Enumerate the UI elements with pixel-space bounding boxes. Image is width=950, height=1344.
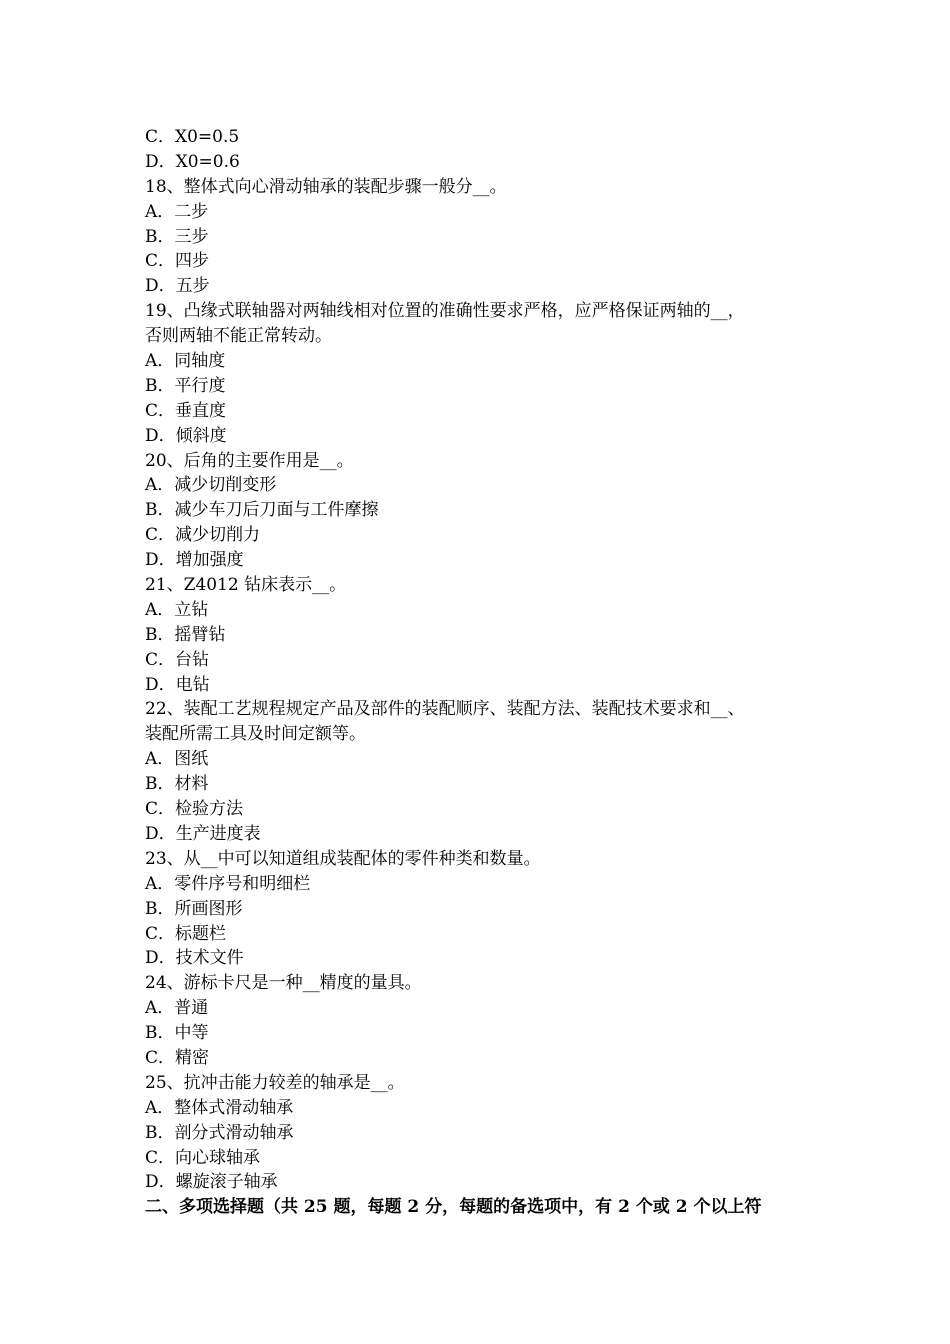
option-a: A．图纸 [145, 749, 209, 770]
option-d: D．技术文件 [145, 948, 244, 969]
question-19-continued: 否则两轴不能正常转动。 [145, 326, 332, 347]
option-d: D．增加强度 [145, 550, 244, 571]
option-c: C．标题栏 [145, 923, 227, 944]
option-c: C．向心球轴承 [145, 1147, 261, 1168]
option-a: A．普通 [145, 998, 209, 1019]
option-b: B．摇臂钻 [145, 624, 226, 645]
document-body [145, 125, 835, 1220]
option-b: B．减少车刀后刀面与工件摩擦 [145, 500, 379, 521]
option-d: D．电钻 [145, 674, 210, 695]
option-a: A．整体式滑动轴承 [145, 1097, 294, 1118]
question-23: 23、从__中可以知道组成装配体的零件种类和数量。 [145, 848, 541, 869]
question-24: 24、游标卡尺是一种__精度的量具。 [145, 973, 422, 994]
option-c: C．减少切削力 [145, 525, 261, 546]
option-b: B．剖分式滑动轴承 [145, 1122, 294, 1143]
option-d: D．五步 [145, 276, 210, 297]
option-c: C．检验方法 [145, 799, 244, 820]
option-a: A．二步 [145, 201, 209, 222]
question-18: 18、整体式向心滑动轴承的装配步骤一般分__。 [145, 176, 507, 197]
question-20: 20、后角的主要作用是__。 [145, 450, 354, 471]
option-c: C．X0=0.5 [145, 127, 240, 147]
option-d: D．生产进度表 [145, 823, 261, 844]
option-a: A．零件序号和明细栏 [145, 873, 311, 894]
option-d: D．倾斜度 [145, 425, 227, 446]
question-22: 22、装配工艺规程规定产品及部件的装配顺序、装配方法、装配技术要求和__、 [145, 699, 745, 720]
option-c: C．精密 [145, 1047, 210, 1068]
option-c: C．垂直度 [145, 400, 227, 421]
question-21: 21、Z4012 钻床表示__。 [145, 575, 347, 596]
section-heading: 二、多项选择题（共 25 题，每题 2 分，每题的备选项中，有 2 个或 2 个以上符 [145, 1197, 762, 1218]
option-c: C．四步 [145, 251, 210, 272]
question-19: 19、凸缘式联轴器对两轴线相对位置的准确性要求严格，应严格保证两轴的__， [145, 301, 745, 322]
option-c: C．台钻 [145, 649, 210, 670]
option-b: B．所画图形 [145, 898, 243, 919]
option-a: A．同轴度 [145, 351, 226, 372]
option-a: A．立钻 [145, 599, 209, 620]
option-b: B．平行度 [145, 375, 226, 396]
option-b: B．材料 [145, 774, 209, 795]
option-b: B．三步 [145, 226, 209, 247]
option-d: D．螺旋滚子轴承 [145, 1172, 278, 1193]
option-b: B．中等 [145, 1023, 209, 1044]
option-d: D．X0=0.6 [145, 151, 240, 172]
option-a: A．减少切削变形 [145, 475, 277, 496]
question-25: 25、抗冲击能力较差的轴承是__。 [145, 1072, 405, 1093]
question-22-continued: 装配所需工具及时间定额等。 [145, 724, 366, 745]
